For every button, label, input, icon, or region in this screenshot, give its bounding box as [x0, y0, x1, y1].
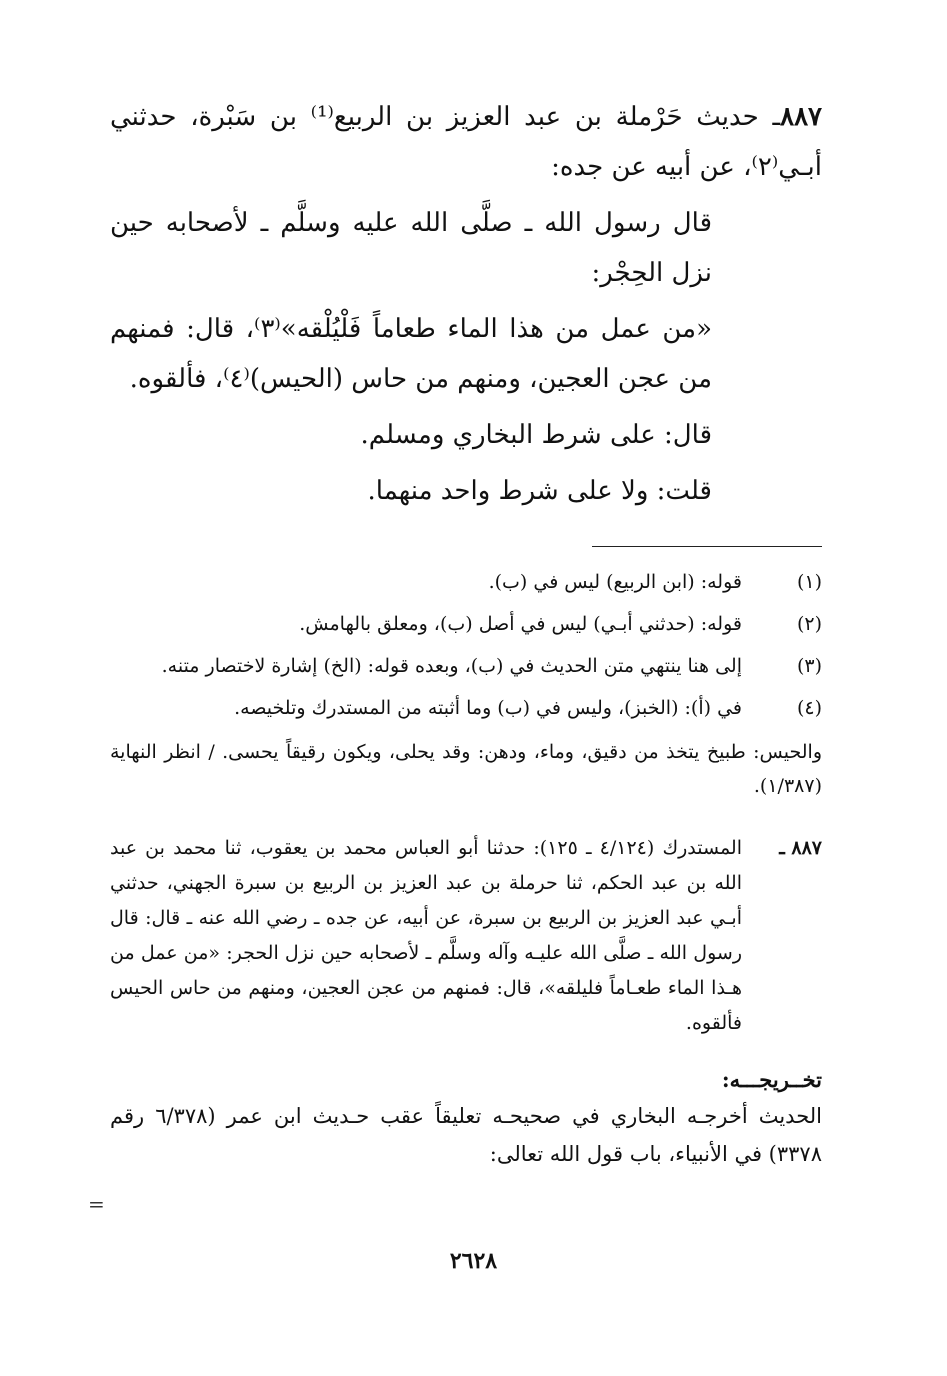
source-text: المستدرك (٤/١٢٤ ـ ١٢٥): حدثنا أبو العباس محمد بن يعقوب، ثنا محمد بن عبد الله بن عبد الحكم، ثنا حرملة بن عبد العزيز بن الربيع بن سبرة الجهني، حدثني أبـي عبد العزيز بن الربيع بن سبرة، عن أبيه، عن جده ـ رضي الله عنه ـ قال: قال رسول الله ـ صلَّى الله عليـه وآله وسلَّم ـ لأصحابه حين نزل الحجر: «من عمل من هـذا الماء طعـاماً فليلقه»، قال: فمنهم من عجن العجين، ومنهم من حاس الحيس فألقوه.	[110, 837, 742, 1034]
footnote-text: إلى هنا ينتهي متن الحديث في (ب)، وبعده قوله: (الخ) إشارة لاختصار متنه.	[161, 655, 742, 677]
footnote-number: (١)	[796, 571, 822, 593]
hadith-number: ٨٨٧	[780, 102, 823, 132]
footnote-note: والحيس: طبيخ يتخذ من دقيق، وماء، ودهن: وقد يحلى، ويكون رقيقاً يحسى. / انظر النهاية (١/٣٨٧).	[110, 741, 822, 797]
footnote-text: قوله: (حدثني أبـي) ليس في أصل (ب)، ومعلق بالهامش.	[299, 613, 742, 635]
footnote-number: (٤)	[796, 697, 822, 719]
hadith-intro	[110, 92, 822, 192]
footnote-1	[110, 565, 822, 599]
continuation-mark: =	[88, 1192, 105, 1216]
source-number: ٨٨٧ ـ	[779, 837, 822, 859]
footnote-text: في (أ): (الخبز)، وليس في (ب) وما أثبته من المستدرك وتلخيصه.	[234, 697, 742, 719]
footnote-4	[110, 691, 822, 725]
source-section	[110, 831, 822, 1041]
hadith-intro-text: ـ حديث حَرْملة بن عبد العزيز بن الربيع⁽¹⁾ بن سَبْرة، حدثني أبـي⁽٢⁾، عن أبيه عن جده:	[110, 102, 822, 182]
footnote-3	[110, 649, 822, 683]
hadith-para-3: قال: على شرط البخاري ومسلم.	[360, 420, 712, 450]
takhrij-text: الحديث أخرجـه البخاري في صحيحـه تعليقاً عقب حـديث ابن عمر (٦/٣٧٨ رقم ٣٣٧٨) في الأنبياء، باب قول الله تعالى:	[110, 1104, 822, 1166]
footnote-divider	[592, 546, 822, 547]
hadith-para-4: قلت: ولا على شرط واحد منهما.	[367, 476, 712, 506]
main-text	[110, 92, 822, 516]
footnote-number: (٣)	[796, 655, 822, 677]
footnotes	[110, 565, 822, 803]
footnote-text: قوله: (ابن الربيع) ليس في (ب).	[488, 571, 742, 593]
hadith-para-2: «من عمل من هذا الماء طعاماً فَلْيُلْقه»⁽٣⁾، قال: فمنهم من عجن العجين، ومنهم من حاس (الحيس)⁽٤⁾، فألقوه.	[110, 314, 712, 394]
takhrij-heading: تخــريجـــه:	[721, 1067, 822, 1092]
footnote-number: (٢)	[796, 613, 822, 635]
hadith-para-1: قال رسول الله ـ صلَّى الله عليه وسلَّم ـ لأصحابه حين نزل الحِجْر:	[110, 208, 712, 288]
source-row	[110, 831, 822, 1041]
footnote-2	[110, 607, 822, 641]
page-number: ٢٦٢٨	[449, 1248, 498, 1274]
page-body	[110, 92, 822, 1173]
